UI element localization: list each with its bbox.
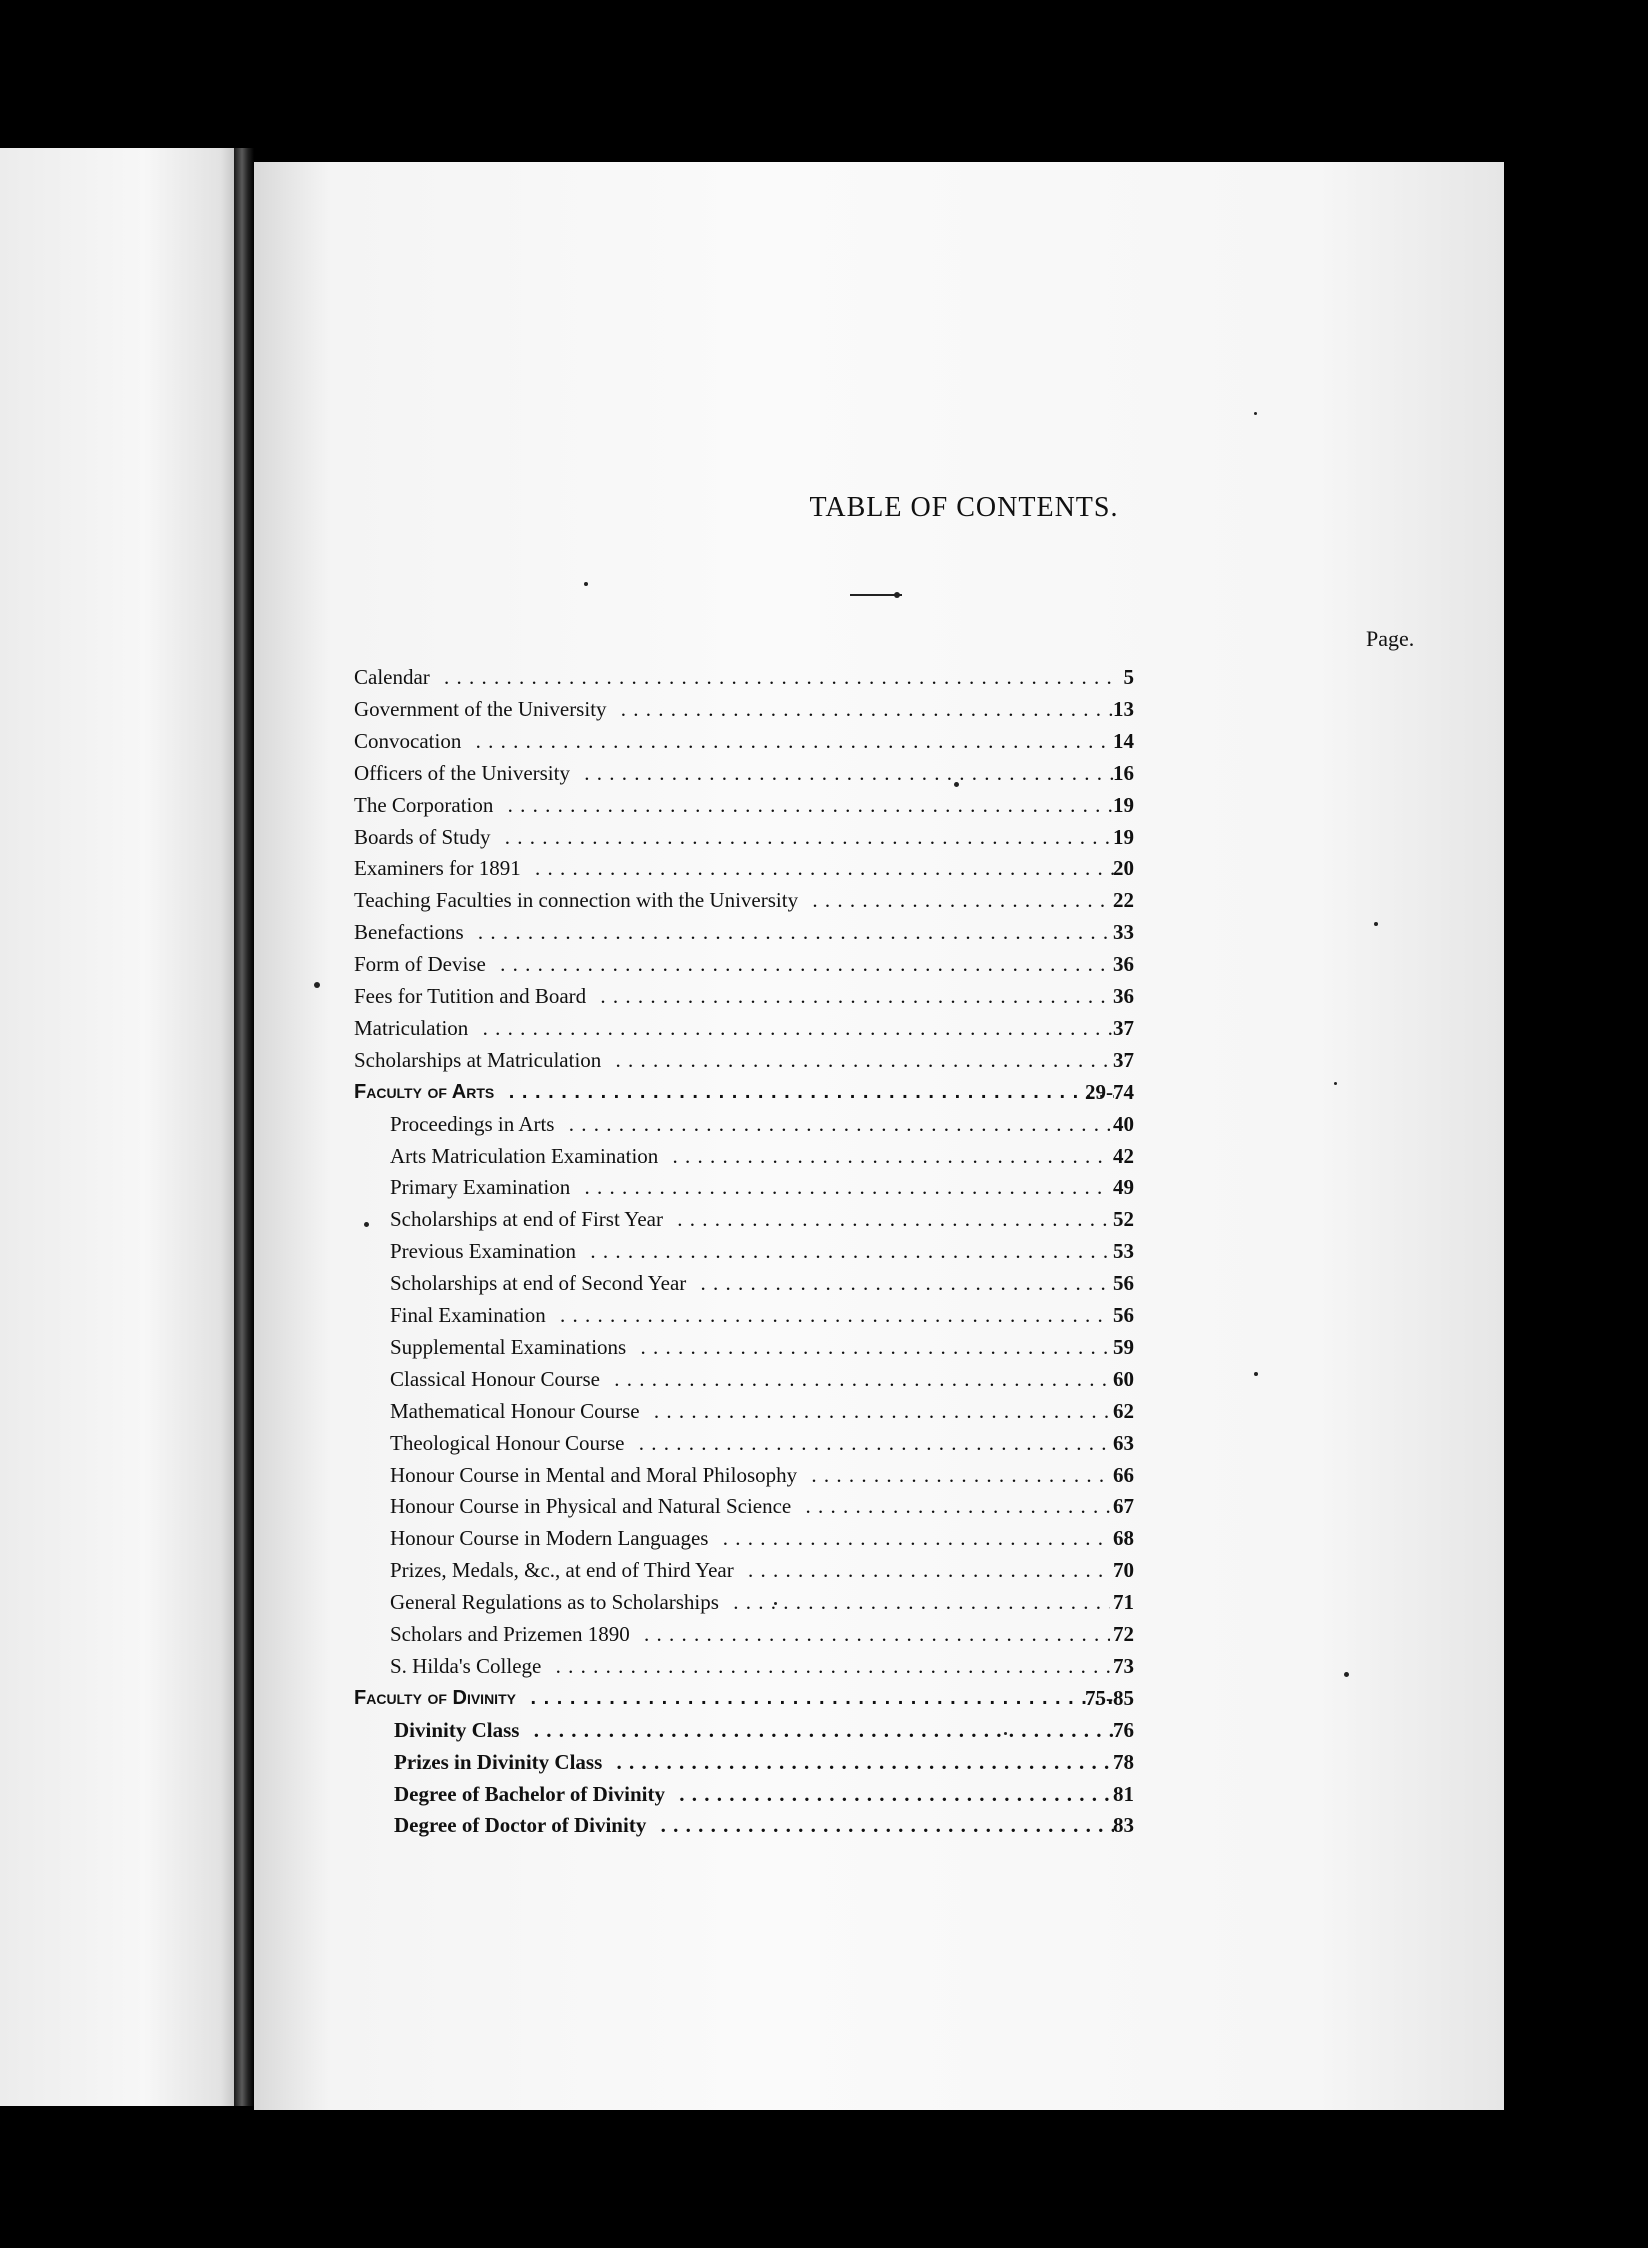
toc-entry-title-text: Final Examination bbox=[390, 1303, 546, 1327]
toc-entry-page: 59 bbox=[1113, 1334, 1134, 1359]
toc-entry-title-text: Prizes in Divinity Class bbox=[394, 1749, 603, 1774]
toc-entry-page: 56 bbox=[1113, 1271, 1134, 1296]
paper-speck bbox=[1004, 1732, 1007, 1735]
toc-entry bbox=[254, 1109, 1504, 1139]
toc-entry bbox=[254, 1683, 1504, 1713]
toc-entry-page: 62 bbox=[1113, 1398, 1134, 1423]
toc-entry-title-text: Classical Honour Course bbox=[390, 1366, 600, 1391]
toc-entry-title-text: Primary Examination bbox=[390, 1175, 571, 1200]
toc-entry-page: 76 bbox=[1113, 1717, 1134, 1742]
toc-entry-title bbox=[390, 1332, 1110, 1362]
toc-entry-title-text: General Regulations as to Scholarships bbox=[390, 1590, 719, 1615]
toc-entry-title-text: Officers of the University bbox=[354, 760, 570, 785]
toc-entry-title-text: Scholarships at end of First Year bbox=[390, 1207, 663, 1232]
paper-speck bbox=[1344, 1672, 1349, 1677]
toc-entry-page: 33 bbox=[1113, 920, 1134, 945]
toc-entry-title-text: Examiners for 1891 bbox=[354, 856, 521, 881]
toc-entry-page: 14 bbox=[1113, 728, 1134, 753]
toc-entry-title-text: The Corporation bbox=[354, 792, 494, 817]
toc-entry-page: 5 bbox=[1123, 665, 1134, 689]
toc-entry-page: 37 bbox=[1113, 1015, 1134, 1040]
toc-entry-title bbox=[394, 1779, 1114, 1809]
toc-entry bbox=[254, 1587, 1504, 1617]
toc-entry-page: 36 bbox=[1113, 952, 1134, 977]
toc-entry bbox=[254, 949, 1504, 979]
toc-entry-page: 49 bbox=[1113, 1175, 1134, 1200]
toc-entry bbox=[254, 885, 1504, 915]
toc-entry bbox=[254, 1460, 1504, 1490]
toc-entry-title bbox=[390, 1172, 1110, 1202]
toc-entry-title-text: Boards of Study bbox=[354, 824, 491, 849]
toc-entry-title bbox=[390, 1268, 1110, 1298]
paper-speck bbox=[364, 1222, 369, 1227]
toc-entry-title bbox=[354, 1077, 1114, 1107]
toc-entry bbox=[254, 1236, 1504, 1266]
toc-entry bbox=[254, 1491, 1504, 1521]
toc-entry-title-text: Calendar bbox=[354, 665, 430, 689]
toc-entry-title-text: Scholarships at end of Second Year bbox=[390, 1271, 687, 1296]
toc-entry bbox=[254, 1268, 1504, 1298]
toc-entry-page: 19 bbox=[1113, 792, 1134, 817]
toc-entry-title-text: Benefactions bbox=[354, 920, 464, 945]
toc-entry-title bbox=[354, 790, 1114, 820]
toc-entry-title-text: Degree of Bachelor of Divinity bbox=[394, 1781, 666, 1806]
toc-entry bbox=[254, 726, 1504, 756]
toc-entry-title-text: Supplemental Examinations bbox=[390, 1334, 627, 1359]
toc-entry-title-text: Teaching Faculties in connection with the University bbox=[354, 888, 799, 913]
toc-entry-title bbox=[390, 1619, 1110, 1649]
toc-entry-title-text: Previous Examination bbox=[390, 1239, 577, 1264]
toc-entry bbox=[254, 662, 1504, 692]
toc-entry-title bbox=[394, 1747, 1114, 1777]
toc-entry-page: 16 bbox=[1113, 760, 1134, 785]
toc-entry-title-text: Scholarships at Matriculation bbox=[354, 1047, 602, 1072]
paper-speck bbox=[1254, 1372, 1258, 1376]
toc-entry-page: 37 bbox=[1113, 1047, 1134, 1072]
toc-entry-page: 72 bbox=[1113, 1622, 1134, 1646]
toc-entry-title-text: Form of Devise bbox=[354, 952, 486, 977]
toc-entry-page: 67 bbox=[1113, 1494, 1134, 1519]
toc-entry-page: 75-85 bbox=[1085, 1685, 1134, 1710]
toc-entry-title-text: Divinity Class bbox=[394, 1717, 520, 1742]
toc-entry-title-text: Government of the University bbox=[354, 696, 607, 721]
toc-entry-page: 13 bbox=[1113, 696, 1134, 721]
toc-entry-title bbox=[390, 1460, 1110, 1490]
toc-entry-title-text: Scholars and Prizemen 1890 bbox=[390, 1622, 630, 1646]
toc-entry-title-text: Honour Course in Modern Languages bbox=[390, 1526, 709, 1551]
toc-entry-title-text: Convocation bbox=[354, 728, 462, 753]
toc-entry bbox=[254, 1715, 1504, 1745]
paper-speck bbox=[894, 592, 900, 598]
toc-entry-title-text: Proceedings in Arts bbox=[390, 1111, 555, 1136]
toc-entry bbox=[254, 1428, 1504, 1458]
toc-entry-title bbox=[390, 1300, 1110, 1330]
toc-entry bbox=[254, 1555, 1504, 1585]
toc-entry-title bbox=[354, 917, 1114, 947]
toc-entry-title-text: Prizes, Medals, &c., at end of Third Year bbox=[390, 1558, 734, 1583]
toc-entry-title bbox=[354, 694, 1114, 724]
toc-entry-page: 36 bbox=[1113, 984, 1134, 1008]
toc-entry-title-text: Matriculation bbox=[354, 1015, 469, 1040]
toc-entry bbox=[254, 1077, 1504, 1107]
paper-speck bbox=[774, 1602, 777, 1605]
toc-entry bbox=[254, 1332, 1504, 1362]
toc-entry bbox=[254, 1013, 1504, 1043]
toc-entry-title bbox=[390, 1109, 1110, 1139]
toc-entry-title bbox=[354, 726, 1114, 756]
toc-entry bbox=[254, 1747, 1504, 1777]
left-page bbox=[0, 148, 240, 2106]
toc-entry-title bbox=[354, 1013, 1114, 1043]
toc-entry bbox=[254, 1810, 1504, 1840]
toc-entry-title bbox=[394, 1810, 1114, 1840]
page-title: TABLE OF CONTENTS. bbox=[809, 492, 1119, 523]
toc-entry-title-text: Honour Course in Physical and Natural Science bbox=[390, 1494, 792, 1519]
toc-entry-title-text: Fees for Tutition and Board bbox=[354, 984, 587, 1008]
toc-entry-title bbox=[354, 1683, 1114, 1713]
toc-entry-title-text: Arts Matriculation Examination bbox=[390, 1143, 659, 1168]
toc-entry-title bbox=[390, 1204, 1110, 1234]
paper-speck bbox=[954, 782, 959, 787]
toc-entry bbox=[254, 758, 1504, 788]
toc-entry-page: 70 bbox=[1113, 1558, 1134, 1583]
paper-speck bbox=[1374, 922, 1378, 926]
toc-entry-title bbox=[354, 662, 1114, 692]
toc-entry bbox=[254, 1364, 1504, 1394]
toc-entry bbox=[254, 1045, 1504, 1075]
toc-entry-title bbox=[354, 853, 1114, 883]
toc-entry-title-text: Faculty of Arts bbox=[354, 1080, 495, 1103]
toc-entry bbox=[254, 822, 1504, 852]
page-column-header: Page. bbox=[1366, 626, 1415, 651]
toc-entry bbox=[254, 853, 1504, 883]
toc-entry-title bbox=[390, 1651, 1110, 1681]
paper-speck bbox=[1334, 1082, 1337, 1085]
toc-entry bbox=[254, 1396, 1504, 1426]
page-content bbox=[254, 162, 1504, 2110]
toc-entry-page: 22 bbox=[1113, 888, 1134, 913]
toc-entry-page: 66 bbox=[1113, 1462, 1134, 1487]
toc-entry bbox=[254, 1651, 1504, 1681]
toc-entry-title bbox=[354, 949, 1114, 979]
toc-entry-page: 19 bbox=[1113, 824, 1134, 849]
toc-entry-page: 81 bbox=[1113, 1781, 1134, 1806]
toc-entry-page: 29-74 bbox=[1085, 1079, 1134, 1104]
toc-entry bbox=[254, 790, 1504, 820]
toc-entry-title bbox=[390, 1523, 1110, 1553]
toc-entry-page: 63 bbox=[1113, 1430, 1134, 1455]
toc-entry bbox=[254, 694, 1504, 724]
toc-entry bbox=[254, 1779, 1504, 1809]
toc-entry-title bbox=[354, 981, 1114, 1011]
toc-entry-title-text: Faculty of Divinity bbox=[354, 1686, 516, 1709]
toc-entry-title bbox=[394, 1715, 1114, 1745]
toc-entry bbox=[254, 1300, 1504, 1330]
toc-entry-page: 68 bbox=[1113, 1526, 1134, 1551]
toc-entry-title bbox=[390, 1236, 1110, 1266]
toc-entry-title-text: Theological Honour Course bbox=[390, 1430, 625, 1455]
toc-entry-page: 83 bbox=[1113, 1813, 1134, 1838]
toc-entry-page: 78 bbox=[1113, 1749, 1134, 1774]
toc-entry-page: 53 bbox=[1113, 1239, 1134, 1264]
toc-entry bbox=[254, 1204, 1504, 1234]
toc-entry-title bbox=[390, 1428, 1110, 1458]
toc-entry-page: 20 bbox=[1113, 856, 1134, 881]
toc-entry-page: 60 bbox=[1113, 1366, 1134, 1391]
toc-entry-title bbox=[354, 885, 1114, 915]
toc-entry-page: 56 bbox=[1113, 1303, 1134, 1327]
toc-entry-page: 52 bbox=[1113, 1207, 1134, 1232]
paper-speck bbox=[314, 982, 320, 988]
toc-entry bbox=[254, 981, 1504, 1011]
toc-entry-title-text: Mathematical Honour Course bbox=[390, 1398, 640, 1423]
toc-entry-title bbox=[354, 822, 1114, 852]
toc-entry-title bbox=[354, 758, 1114, 788]
toc-entry-title-text: S. Hilda's College bbox=[390, 1653, 542, 1678]
toc-entry-page: 40 bbox=[1113, 1111, 1134, 1136]
right-page bbox=[254, 162, 1504, 2110]
toc-entry-page: 42 bbox=[1113, 1143, 1134, 1168]
toc-entry-title bbox=[390, 1141, 1110, 1171]
book-spine bbox=[234, 148, 254, 2106]
toc-entry-title bbox=[390, 1555, 1110, 1585]
toc-entry-page: 71 bbox=[1113, 1590, 1134, 1615]
toc-entry-title bbox=[390, 1587, 1110, 1617]
toc-entry bbox=[254, 1523, 1504, 1553]
toc-entry bbox=[254, 1172, 1504, 1202]
paper-speck bbox=[584, 582, 588, 586]
toc-entry-title-text: Degree of Doctor of Divinity bbox=[394, 1813, 647, 1838]
toc-entry-title bbox=[354, 1045, 1114, 1075]
toc-entry bbox=[254, 917, 1504, 947]
toc-entry-title-text: Honour Course in Mental and Moral Philosophy bbox=[390, 1462, 798, 1487]
paper-speck bbox=[1254, 412, 1257, 415]
toc-entry-title bbox=[390, 1396, 1110, 1426]
toc-entry bbox=[254, 1141, 1504, 1171]
toc-entry-title bbox=[390, 1491, 1110, 1521]
toc-entry-page: 73 bbox=[1113, 1653, 1134, 1678]
toc-entry bbox=[254, 1619, 1504, 1649]
toc-entry-title bbox=[390, 1364, 1110, 1394]
